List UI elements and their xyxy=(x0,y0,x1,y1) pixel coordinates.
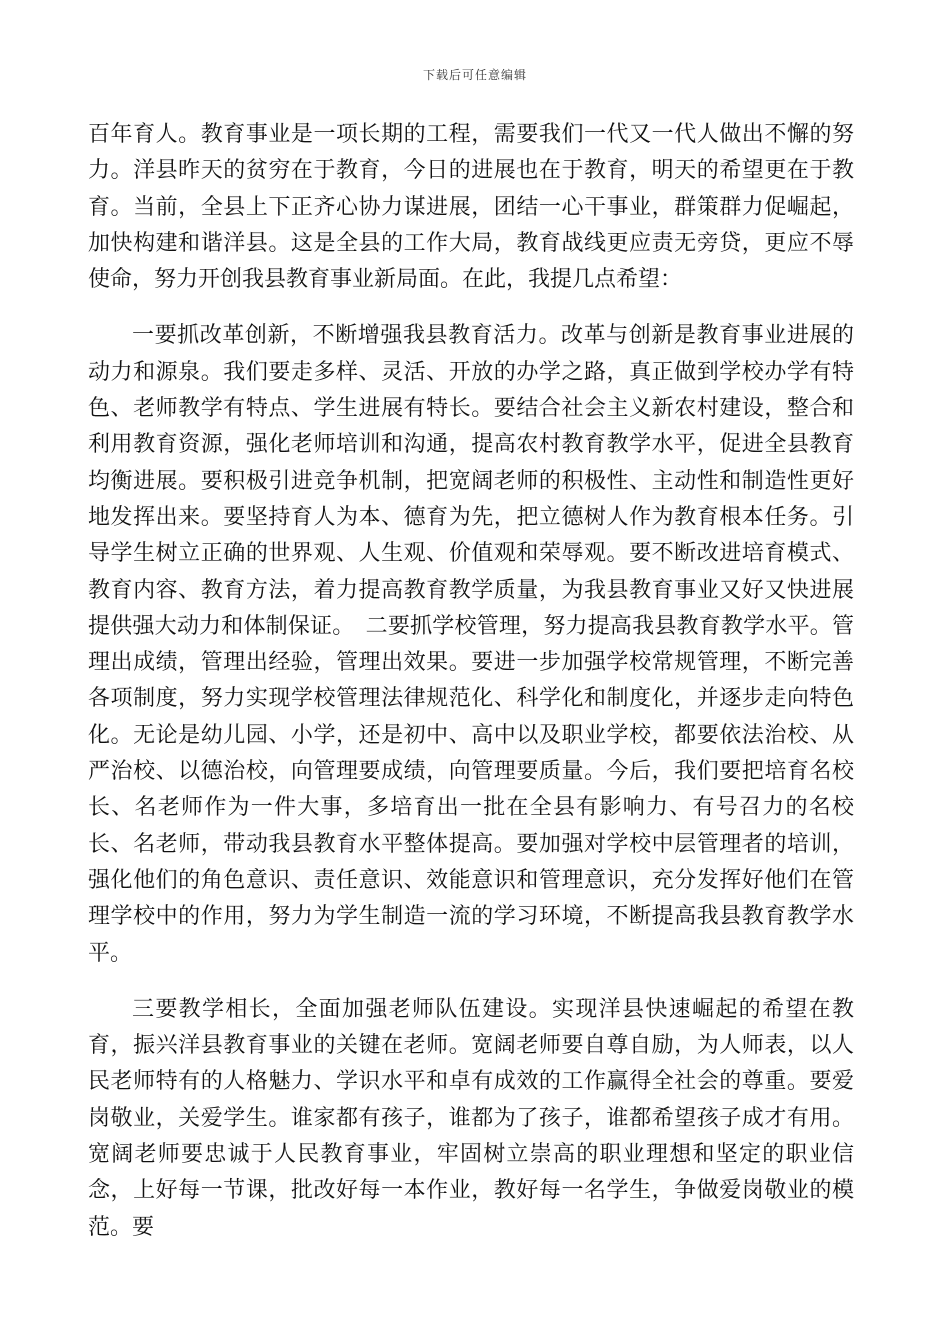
paragraph-2: 一要抓改革创新，不断增强我县教育活力。改革与创新是教育事业进展的动力和源泉。我们要走多样、灵活、开放的办学之路，真正做到学校办学有特色、老师教学有特点、学生进展有特长。要结合社会主义新农村建设，整合和利用教育资源，强化老师培训和沟通，提高农村教育教学水平，促进全县教育均衡进展。要积极引进竞争机制，把宽阔老师的积极性、主动性和制造性更好地发挥出来。要坚持育人为本、德育为先，把立德树人作为教育根本任务。引导学生树立正确的世界观、人生观、价值观和荣辱观。要不断改进培育模式、教育内容、教育方法，着力提高教育教学质量，为我县教育事业又好又快进展提供强大动力和体制保证。 二要抓学校管理，努力提高我县教育教学水平。管理出成绩，管理出经验，管理出效果。要进一步加强学校常规管理，不断完善各项制度，努力实现学校管理法律规范化、科学化和制度化，并逐步走向特色化。无论是幼儿园、小学，还是初中、高中以及职业学校，都要依法治校、从严治校、以德治校，向管理要成绩，向管理要质量。今后，我们要把培育名校长、名老师作为一件大事，多培育出一批在全县有影响力、有号召力的名校长、名老师，带动我县教育水平整体提高。要加强对学校中层管理者的培训，强化他们的角色意识、责任意识、效能意识和管理意识，充分发挥好他们在管理学校中的作用，努力为学生制造一流的学习环境，不断提高我县教育教学水平。 xyxy=(88,323,854,966)
page-header: 下载后可任意编辑 xyxy=(422,68,527,82)
paragraph-1: 百年育人。教育事业是一项长期的工程，需要我们一代又一代人做出不懈的努力。洋县昨天的贫穷在于教育，今日的进展也在于教育，明天的希望更在于教育。当前，全县上下正齐心协力谋进展，团结一心干事业，群策群力促崛起，加快构建和谐洋县。这是全县的工作大局，教育战线更应责无旁贷，更应不辱使命，努力开创我县教育事业新局面。在此，我提几点希望： xyxy=(88,122,854,293)
paragraph-3: 三要教学相长，全面加强老师队伍建设。实现洋县快速崛起的希望在教育，振兴洋县教育事业的关键在老师。宽阔老师要自尊自励，为人师表，以人民老师特有的人格魅力、学识水平和卓有成效的工作赢得全社会的尊重。要爱岗敬业，关爱学生。谁家都有孩子，谁都为了孩子，谁都希望孩子成才有用。宽阔老师要忠诚于人民教育事业，牢固树立崇高的职业理想和坚定的职业信念，上好每一节课，批改好每一本作业，教好每一名学生，争做爱岗敬业的模范。要 xyxy=(88,996,854,1240)
document-body xyxy=(88,117,854,1246)
